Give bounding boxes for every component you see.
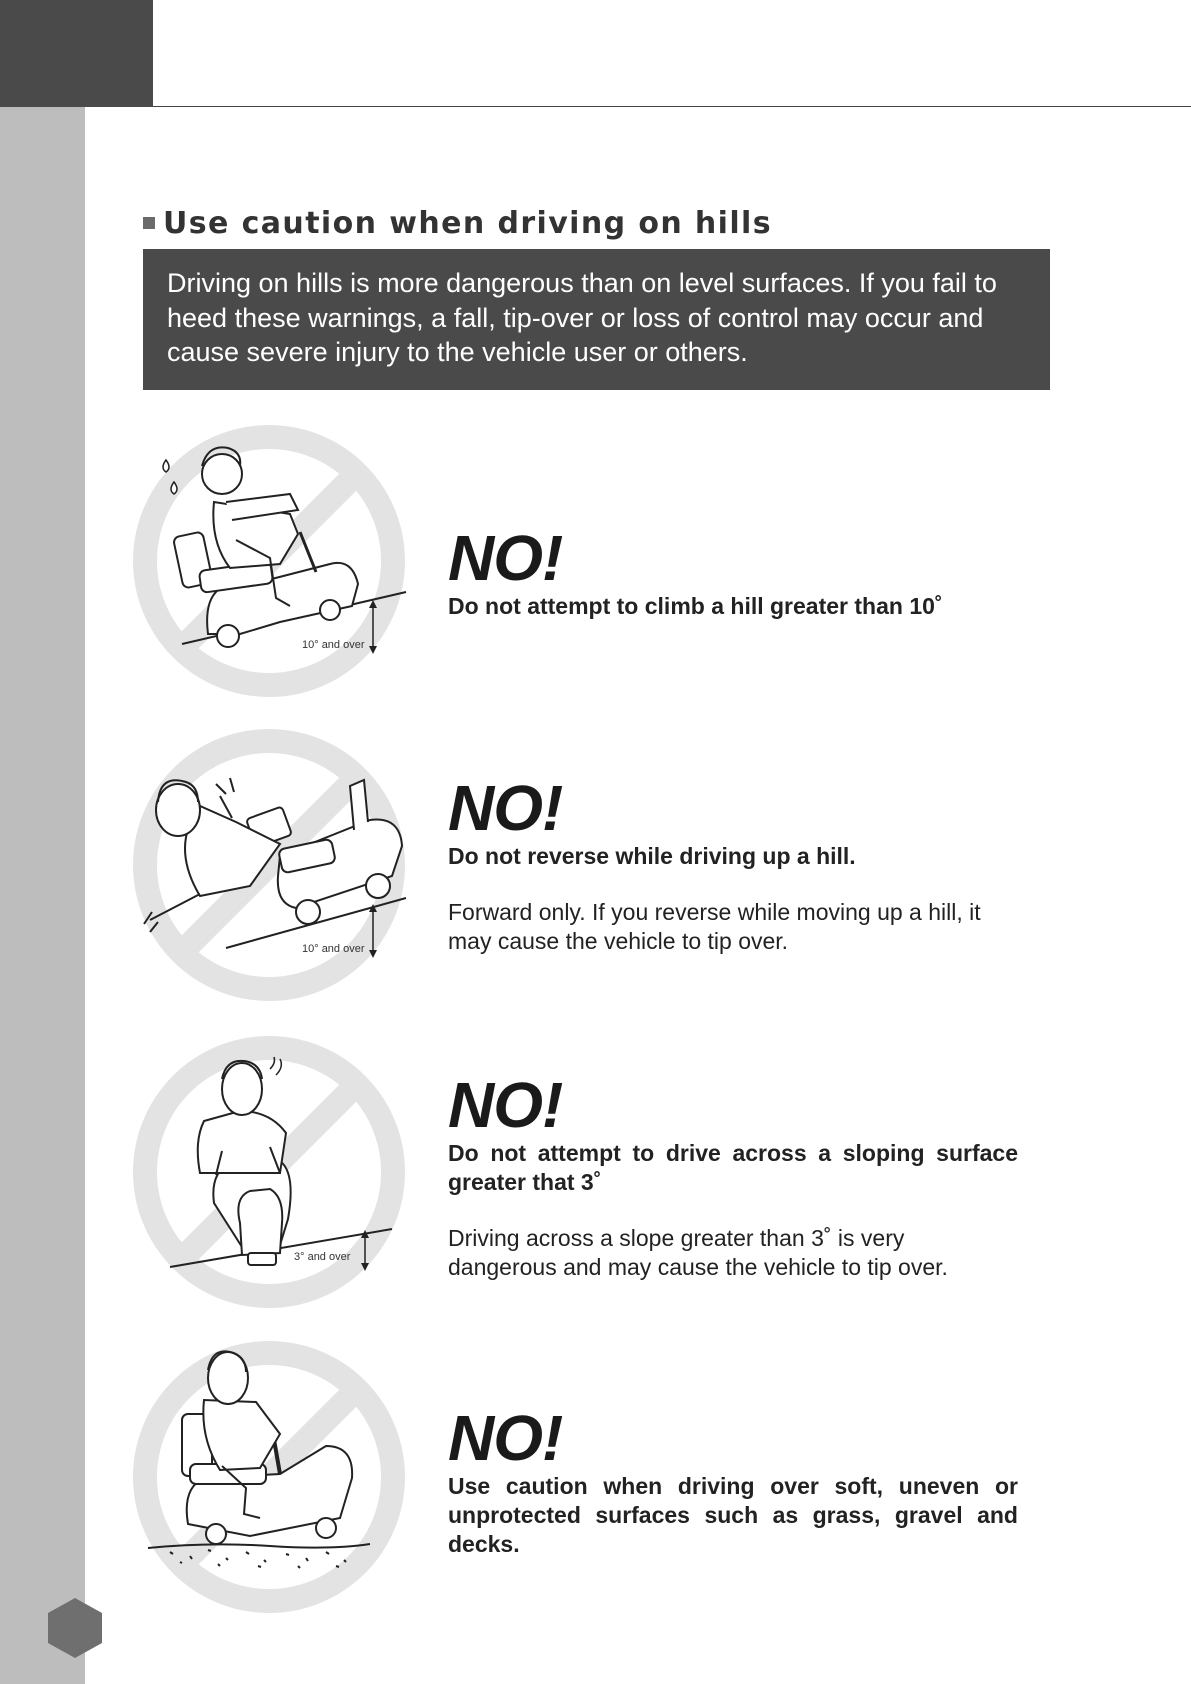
side-slope-illustration (130, 1033, 408, 1311)
warning-box: Driving on hills is more dangerous than on level surfaces. If you fail to heed these warnings, a fall, tip-over or loss of control may occur and cause severe injury to the vehicle user or others. (143, 249, 1050, 390)
no-heading: NO! (448, 1402, 563, 1474)
rule-text: Do not attempt to drive across a sloping surface greater that 3˚ (448, 1140, 1018, 1195)
reversing-tipover-illustration (130, 726, 408, 1004)
rough-surface-illustration (130, 1338, 408, 1616)
left-side-bar (0, 0, 85, 1684)
item-text-3 (448, 1069, 1018, 1282)
header-rule (153, 106, 1191, 107)
detail-text: Forward only. If you reverse while moving up a hill, it may cause the vehicle to tip over. (448, 899, 981, 954)
section-title (143, 203, 772, 243)
rule-text: Use caution when driving over soft, uneven or unprotected surfaces such as grass, gravel and decks. (448, 1473, 1018, 1557)
svg-text:10° and over: 10° and over (302, 639, 365, 651)
square-bullet-icon (143, 217, 155, 229)
item-text-4 (448, 1402, 1018, 1559)
rule-text: Do not reverse while driving up a hill. (448, 843, 856, 869)
no-heading: NO! (448, 1069, 563, 1141)
detail-text: Driving across a slope greater than 3˚ is very dangerous and may cause the vehicle to tip over. (448, 1225, 948, 1280)
item-text-1 (448, 522, 1018, 621)
item-text-2 (448, 772, 1018, 956)
section-title-text: Use caution when driving on hills (163, 205, 772, 241)
header-corner-block (0, 0, 153, 107)
no-heading: NO! (448, 522, 563, 594)
svg-text:10° and over: 10° and over (302, 943, 365, 955)
rule-text: Do not attempt to climb a hill greater than 10˚ (448, 593, 943, 619)
page-hexagon-marker (46, 1596, 104, 1660)
svg-text:3° and over: 3° and over (294, 1251, 351, 1263)
climbing-hill-illustration (130, 422, 408, 700)
no-heading: NO! (448, 772, 563, 844)
